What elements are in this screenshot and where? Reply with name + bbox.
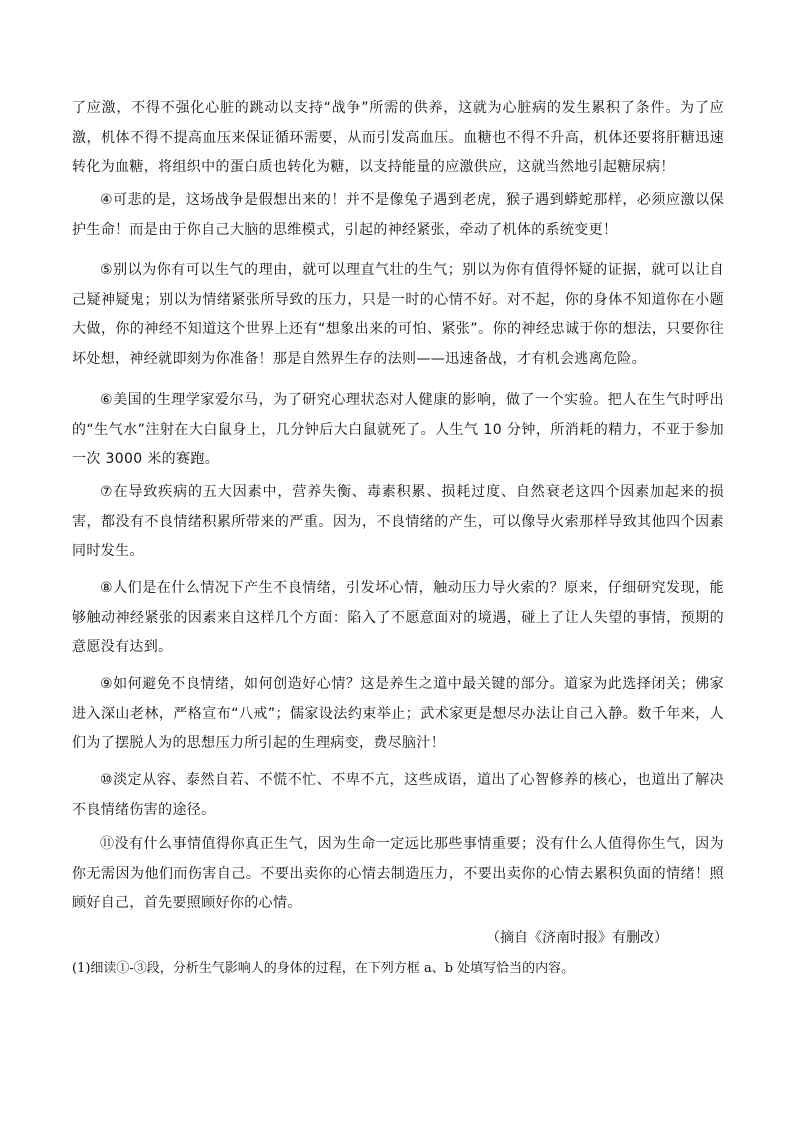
paragraph-8: ⑧人们是在什么情况下产生不良情绪，引发坏心情，触动压力导火索的？原来，仔细研究发现，能够触动神经紧张的因素来自这样几个方面：陷入了不愿意面对的境遇，碰上了让人失望的事情，预期的意愿没有达到。 (72, 580, 724, 655)
source-citation: （摘自《济南时报》有删改） (486, 930, 668, 946)
question-1: (1)细读①-③段，分析生气影响人的身体的过程，在下列方框 a、b 处填写恰当的内容。 (72, 961, 575, 976)
paragraph-11: ⑪没有什么事情值得你真正生气，因为生命一定远比那些事情重要；没有什么人值得你生气，因为你无需因为他们而伤害自己。不要出卖你的心情去制造压力，不要出卖你的心情去累积负面的情绪！照顾好自己，首先要照顾好你的心情。 (72, 836, 724, 911)
paragraph-4: ④可悲的是，这场战争是假想出来的！并不是像兔子遇到老虎，猴子遇到蟒蛇那样，必须应激以保护生命！而是由于你自己大脑的思维模式，引起的神经紧张，牵动了机体的系统变更！ (72, 192, 724, 238)
paragraph-7: ⑦在导致疾病的五大因素中，营养失衡、毒素积累、损耗过度、自然衰老这四个因素加起来的损害，都没有不良情绪积累所带来的严重。因为，不良情绪的产生，可以像导火索那样导致其他四个因素同时发生。 (72, 484, 724, 559)
paragraph-5: ⑤别以为你有可以生气的理由，就可以理直气壮的生气；别以为你有值得怀疑的证据，就可以让自己疑神疑鬼；别以为情绪紧张所导致的压力，只是一时的心情不好。对不起，你的身体不知道你在小题大做，你的神经不知道这个世界上还有“想象出来的可怕、紧张”。你的神经忠诚于你的想法，只要你往坏处想，神经就即刻为你准备！那是自然界生存的法则——迅速备战，才有机会逃离危险。 (72, 262, 724, 367)
paragraph-10: ⑩淡定从容、泰然自若、不慌不忙、不卑不亢，这些成语，道出了心智修养的核心，也道出了解决不良情绪伤害的途径。 (72, 772, 724, 818)
paragraph-9: ⑨如何避免不良情绪，如何创造好心情？这是养生之道中最关键的部分。道家为此选择闭关；佛家进入深山老林，严格宣布“八戒”；儒家设法约束举止；武术家更是想尽办法让自己入静。数千年来，人们为了摆脱人为的思想压力所引起的生理病变，费尽脑汁！ (72, 676, 724, 751)
paragraph-continued: 了应激，不得不强化心脏的跳动以支持“战争”所需的供养，这就为心脏病的发生累积了条件。为了应激，机体不得不提高血压来保证循环需要，从而引发高血压。血糖也不得不升高，机体还要将肝糖迅速转化为血糖，将组织中的蛋白质也转化为糖，以支持能量的应激供应，这就当然地引起糖尿病！ (72, 100, 724, 175)
paragraph-6: ⑥美国的生理学家爱尔马，为了研究心理状态对人健康的影响，做了一个实验。把人在生气时呼出的“生气水”注射在大白鼠身上，几分钟后大白鼠就死了。人生气 10 分钟，所消耗的精力，不亚于参加一次 3000 米的赛跑。 (72, 392, 724, 467)
